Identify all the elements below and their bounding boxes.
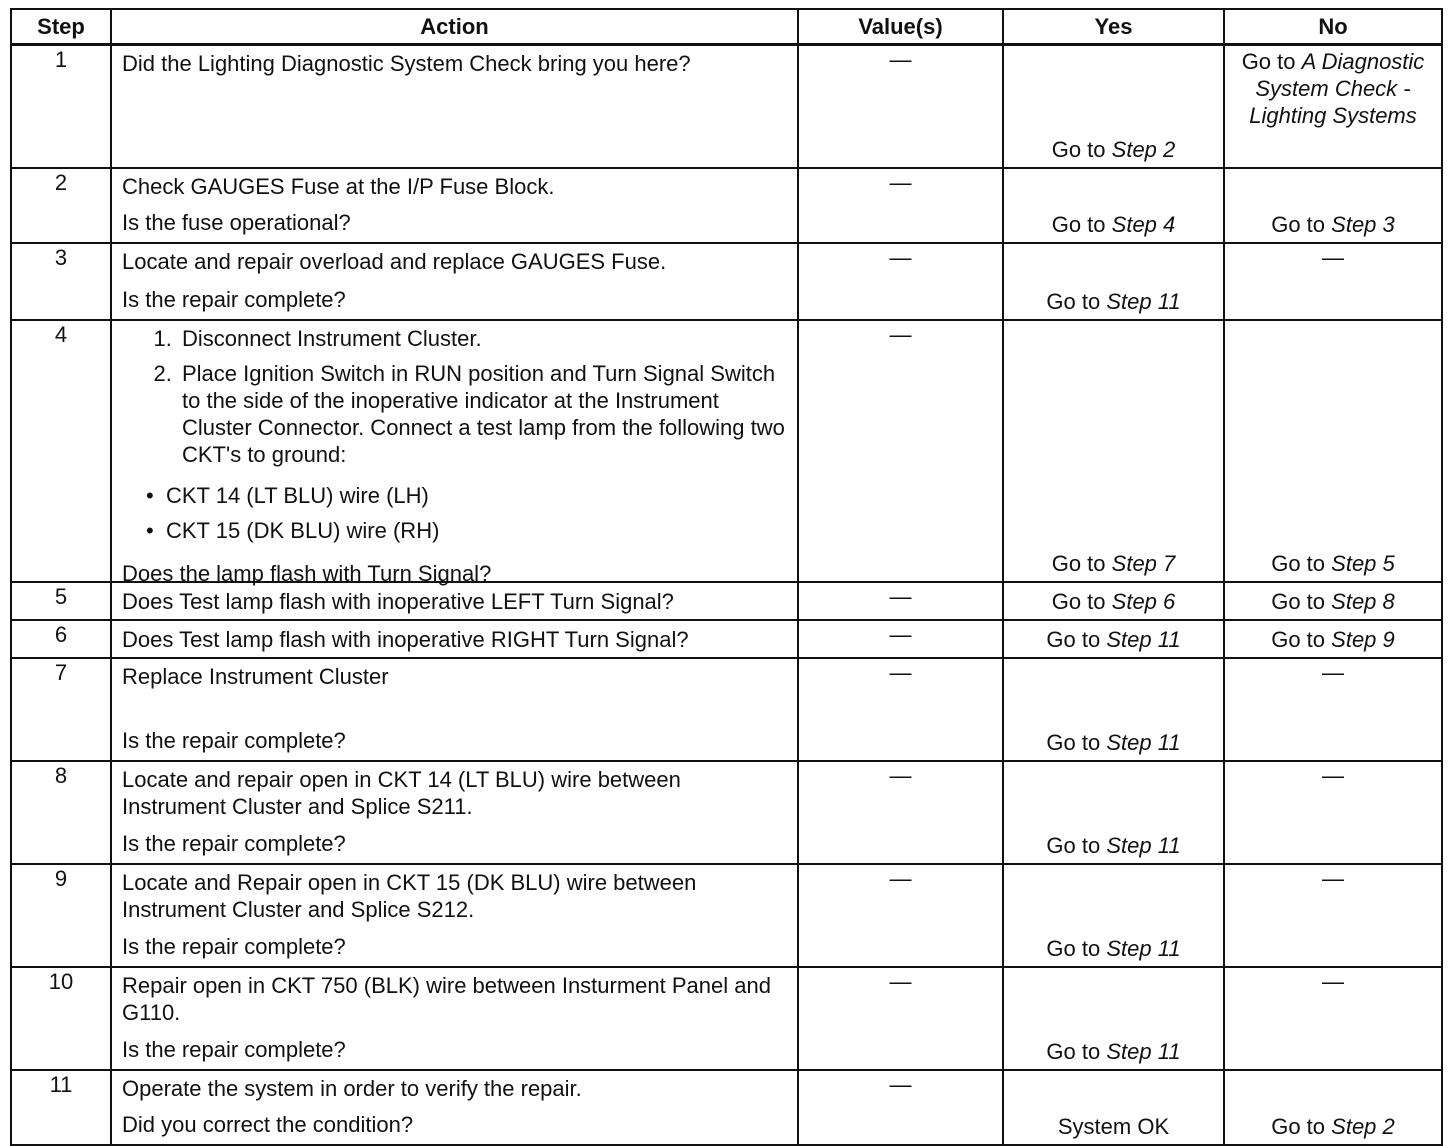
dash-value: — [889,969,912,994]
diagnostic-table-sheet [10,8,1441,1146]
yes-prefix: Go to [1051,137,1106,162]
header-step: Step [11,9,111,45]
value-cell [798,582,1003,620]
no-ref: A Diagnostic System Check - Lighting Systems [1249,49,1425,128]
action-cell [111,658,798,761]
dash-value: — [889,660,912,685]
no-cell [1224,1070,1442,1145]
value-cell [798,168,1003,243]
yes-link[interactable] [1004,935,1223,962]
step-number: 1 [11,45,111,169]
list-item: • CKT 14 (LT BLU) wire (LH) [166,482,789,509]
no-cell [1224,620,1442,658]
step-number: 11 [11,1070,111,1145]
yes-ref: Step 11 [1106,833,1181,858]
dash-value: — [889,245,912,270]
yes-prefix: Go to [1046,289,1101,314]
action-text: Does Test lamp flash with inoperative LEFT Turn Signal? [122,588,674,614]
action-text: Operate the system in order to verify the repair. [122,1076,582,1101]
yes-prefix: Go to [1046,626,1101,652]
dash-value: — [889,763,912,788]
step-number: 10 [11,967,111,1070]
no-prefix: Go to [1241,49,1296,74]
numbered-list [122,325,789,476]
yes-prefix: Go to [1051,588,1106,614]
no-link[interactable] [1225,1113,1441,1140]
step-number: 6 [11,620,111,658]
action-cell [111,582,798,620]
no-ref: Step 3 [1331,212,1395,237]
no-prefix: Go to [1271,551,1326,576]
table-row [11,320,1442,582]
yes-link[interactable] [1004,211,1223,238]
dash-value: — [889,47,912,72]
question-text: Is the repair complete? [122,287,346,312]
yes-prefix: Go to [1046,730,1101,755]
yes-ref: Step 11 [1106,289,1181,314]
question-text: Is the repair complete? [122,934,346,959]
no-ref: Step 5 [1331,551,1395,576]
yes-ref: Step 11 [1106,730,1181,755]
yes-result: System OK [1057,1114,1170,1139]
yes-ref: Step 7 [1111,551,1176,576]
list-item: 1. Disconnect Instrument Cluster. [178,325,789,352]
no-cell [1224,582,1442,620]
table-row [11,168,1442,243]
action-text: Did the Lighting Diagnostic System Check bring you here? [122,51,691,76]
question-text: Did you correct the condition? [122,1112,414,1137]
no-link[interactable] [1271,627,1395,652]
question-text: Does the lamp flash with Turn Signal? [122,561,492,586]
yes-cell [1003,658,1224,761]
value-cell [798,45,1003,169]
yes-cell [1003,1070,1224,1145]
no-prefix: Go to [1271,212,1326,237]
dash-value: — [889,622,912,647]
value-cell [798,864,1003,967]
no-cell [1224,45,1442,169]
yes-cell [1003,320,1224,582]
yes-ref: Step 2 [1111,137,1176,162]
table-row [11,620,1442,658]
step-number: 4 [11,320,111,582]
header-row [11,9,1442,45]
dash-value: — [889,584,912,609]
value-cell [798,320,1003,582]
yes-prefix: Go to [1051,551,1106,576]
dash-value: — [1322,245,1344,270]
no-cell [1224,320,1442,582]
value-cell [798,761,1003,864]
header-no: No [1224,9,1442,45]
header-yes: Yes [1003,9,1224,45]
yes-cell [1003,620,1224,658]
header-action: Action [111,9,798,45]
question-text: Is the repair complete? [122,728,346,753]
step-number: 5 [11,582,111,620]
yes-prefix: Go to [1046,1039,1101,1064]
no-prefix: Go to [1271,588,1326,614]
step-number: 2 [11,168,111,243]
yes-link[interactable] [1046,627,1180,652]
action-cell [111,761,798,864]
table-row [11,243,1442,320]
no-cell [1224,864,1442,967]
no-link[interactable] [1225,46,1441,129]
action-cell [111,320,798,586]
table-row [11,967,1442,1070]
diagnostic-table [10,8,1443,1146]
action-cell [111,620,798,658]
yes-cell [1003,243,1224,320]
no-cell [1224,967,1442,1070]
dash-value: — [889,866,912,891]
action-text: Check GAUGES Fuse at the I/P Fuse Block. [122,174,555,199]
no-cell [1224,658,1442,761]
list-item: 2. Place Ignition Switch in RUN position and Turn Signal Switch to the side of the inoperative indicator at the Instrument Cluster Connector. Connect a test lamp from the following two CKT's to ground: [178,360,789,468]
dash-value: — [1322,969,1344,994]
list-item: • CKT 15 (DK BLU) wire (RH) [166,517,789,544]
action-cell [111,1070,798,1145]
yes-cell [1003,864,1224,967]
yes-prefix: Go to [1051,212,1106,237]
no-link[interactable] [1225,550,1441,577]
no-cell [1224,761,1442,864]
yes-ref: Step 11 [1106,626,1181,652]
table-row [11,658,1442,761]
value-cell [798,620,1003,658]
action-text: Locate and repair overload and replace GAUGES Fuse. [122,249,667,274]
dash-value: — [1322,763,1344,788]
action-cell [111,45,798,169]
question-text: Is the fuse operational? [122,210,351,235]
dash-value: — [1322,866,1344,891]
action-text: Repair open in CKT 750 (BLK) wire between Insturment Panel and G110. [122,973,771,1025]
dash-value: — [1322,660,1344,685]
yes-prefix: Go to [1046,833,1101,858]
yes-cell [1003,967,1224,1070]
dash-value: — [889,1072,912,1097]
step-number: 9 [11,864,111,967]
question-text: Is the repair complete? [122,1037,346,1062]
no-prefix: Go to [1271,626,1326,652]
yes-ref: Step 6 [1111,588,1176,614]
action-cell [111,168,798,243]
no-prefix: Go to [1271,1114,1326,1139]
yes-link[interactable] [1004,136,1223,163]
yes-cell [1003,45,1224,169]
yes-ref: Step 11 [1106,1039,1181,1064]
yes-link[interactable] [1004,832,1223,859]
action-text: Replace Instrument Cluster [122,664,389,689]
value-cell [798,1070,1003,1145]
header-values: Value(s) [798,9,1003,45]
action-text: Does Test lamp flash with inoperative RIGHT Turn Signal? [122,626,689,652]
dash-value: — [889,170,912,195]
step-number: 3 [11,243,111,320]
yes-link[interactable] [1004,1038,1223,1065]
table-row [11,45,1442,169]
no-link[interactable] [1271,589,1395,614]
action-cell [111,967,798,1070]
yes-link[interactable] [1052,589,1176,614]
no-link[interactable] [1225,211,1441,238]
value-cell [798,243,1003,320]
yes-ref: Step 4 [1111,212,1176,237]
table-row [11,864,1442,967]
yes-ref: Step 11 [1106,936,1181,961]
action-text: Locate and repair open in CKT 14 (LT BLU) wire between Instrument Cluster and Splice S211. [122,767,681,819]
yes-cell [1003,168,1224,243]
yes-cell [1003,582,1224,620]
table-row [11,582,1442,620]
yes-cell [1003,761,1224,864]
question-text: Is the repair complete? [122,831,346,856]
yes-link[interactable] [1004,550,1223,577]
step-number: 7 [11,658,111,761]
action-text: Locate and Repair open in CKT 15 (DK BLU) wire between Instrument Cluster and Splice S212. [122,870,697,922]
bullet-list [122,482,789,552]
value-cell [798,967,1003,1070]
table-row [11,1070,1442,1145]
no-ref: Step 9 [1331,626,1395,652]
step-number: 8 [11,761,111,864]
action-cell [111,864,798,967]
value-cell [798,658,1003,761]
no-ref: Step 8 [1331,588,1395,614]
yes-link[interactable] [1004,288,1223,315]
table-row [11,761,1442,864]
yes-prefix: Go to [1046,936,1101,961]
no-ref: Step 2 [1331,1114,1395,1139]
no-cell [1224,243,1442,320]
action-cell [111,243,798,320]
dash-value: — [889,322,912,347]
yes-link[interactable] [1004,729,1223,756]
no-cell [1224,168,1442,243]
